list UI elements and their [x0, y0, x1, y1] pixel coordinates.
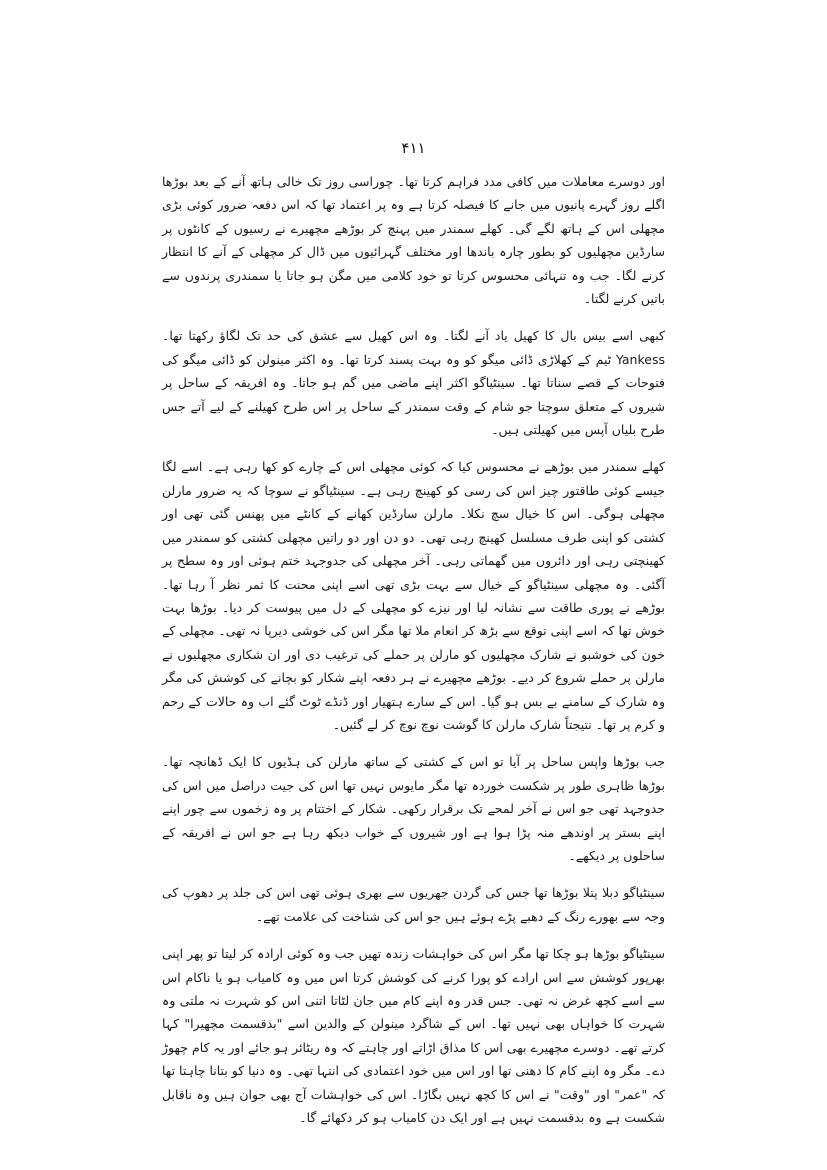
paragraph-6: سینٹیاگو بوڑھا ہو چکا تھا مگر اس کی خواہشات زندہ تھیں جب وہ کوئی ارادہ کر لیتا تو پھر اپنی بھرپور کوشش سے اس ارادے کو پورا کرنے کی کوشش کرتا اس میں وہ کامیاب ہو یا ناکام اس سے اسے کچھ غرض نہ تھی۔ جس قدر وہ اپنے کام میں جان لٹاتا اتنی اس کو شہرت نہ ملتی وہ شہرت کا خواہاں بھی نہیں تھا۔ اس کے شاگرد مینولن کے والدین اسے "بدقسمت مچھیرا" کہا کرتے تھے۔ دوسرے مچھیرے بھی اس کا مذاق اڑاتے اور چاہتے کہ وہ ریٹائر ہو جائے اور یہ کام چھوڑ دے۔ مگر وہ اپنے کام کا دھنی تھا اور اس میں خود اعتمادی کی انتہا تھی۔ وہ دنیا کو بتانا چاہتا تھا کہ "عمر" اور "وقت" نے اس کا کچھ نہیں بگاڑا۔ اس کی خواہشات آج بھی جوان ہیں وہ ناقابل شکست ہے وہ بدقسمت نہیں ہے اور ایک دن کامیاب ہو کر دکھائے گا۔	[162, 946, 665, 1126]
paragraph-4: جب بوڑھا واپس ساحل پر آیا تو اس کے کشتی کے ساتھ مارلن کی ہڈیوں کا ایک ڈھانچہ تھا۔ بوڑھا ظاہری طور پر شکست خوردہ تھا مگر مایوس نہیں تھا اس کی جیت دراصل میں اس کی جدوجہد تھی جو اس نے آخر لمحے تک برقرار رکھی۔ شکار کے اختتام پر وہ زخموں سے چور اپنے اپنے بستر پر اوندھے منہ پڑا ہوا ہے اور شیروں کے خواب دیکھ رہا ہے جو اس نے افریقہ کے ساحلوں پر دیکھے۔	[162, 754, 665, 863]
paragraph-5: سینٹیاگو دبلا پتلا بوڑھا تھا جس کی گردن جھریوں سے بھری ہوئی تھی اس کی جلد پر دھوپ کی وجہ سے بھورے رنگ کے دھبے پڑے ہوئے ہیں جو اس کی شناخت کی علامت تھے۔	[162, 885, 665, 924]
paragraph-1: اور دوسرے معاملات میں کافی مدد فراہم کرتا تھا۔ چوراسی روز تک خالی ہاتھ آنے کے بعد بوڑھا اگلے روز گہرے پانیوں میں جانے کا فیصلہ کرتا ہے وہ پر اعتماد تھا کہ اس دفعہ ضرور کوئی بڑی مچھلی اس کے ہاتھ لگے گی۔ کھلے سمندر میں پہنچ کر بوڑھے مچھیرے نے رسیوں کے کانٹوں پر سارڈین مچھلیوں کو بطور چارہ باندھا اور مختلف گہرائیوں میں ڈال کر مچھلی کے آنے کا انتظار کرنے لگا۔ جب وہ تنہائی محسوس کرتا تو خود کلامی میں مگن ہو جاتا یا سمندری پرندوں سے باتیں کرنے لگتا۔	[162, 174, 665, 307]
body-text	[162, 170, 665, 1129]
paragraph-3: کھلے سمندر میں بوڑھے نے محسوس کیا کہ کوئی مچھلی اس کے چارے کو کھا رہی ہے۔ اسے لگا جیسے کوئی طاقتور چیز اس کی رسی کو کھینچ رہی ہے۔ سینٹیاگو نے سوچا کہ یہ ضرور مارلن مچھلی ہوگی۔ اس کا خیال سچ نکلا۔ مارلن سارڈین کھانے کے کانٹے میں پھنس گئی تھی اور کشتی کو اپنی طرف مسلسل کھینچ رہی تھی۔ دو دن اور دو راتیں مچھلی کشتی کو سمندر میں کھینچتی رہی اور دائروں میں گھماتی رہی۔ آخر مچھلی کی جدوجہد ختم ہوئی اور وہ سطح پر آگئی۔ وہ مچھلی سینٹیاگو کے خیال سے بہت بڑی تھی اسے اپنی محنت کا ثمر نظر آ رہا تھا۔ بوڑھے نے پوری طاقت سے نشانہ لیا اور نیزے کو مچھلی کے دل میں پیوست کر دیا۔ بوڑھا بہت خوش تھا کہ اسے اپنی توقع سے بڑھ کر انعام ملا تھا مگر اس کی خوشی دیرپا نہ تھی۔ مچھلی کے خون کی خوشبو نے شارک مچھلیوں کو مارلن پر حملے کی ترغیب دی اور ان شکاری مچھلیوں نے مارلن پر حملے شروع کر دیے۔ بوڑھے مچھیرے نے ہر دفعہ اپنے شکار کو بچانے کی کوشش کی مگر وہ شارک کے سامنے بے بس ہو گیا۔ اس کے سارے ہتھیار اور ڈنڈے ٹوٹ گئے اب وہ حالات کے رحم و کرم پر تھا۔ نتیجتاً شارک مارلن کا گوشت نوچ نوچ کر لے گئیں۔	[162, 459, 665, 732]
page-number: ۴۱۱	[401, 139, 426, 157]
paragraph-2: کبھی اسے بیس بال کا کھیل یاد آنے لگتا۔ وہ اس کھیل سے عشق کی حد تک لگاؤ رکھتا تھا۔ Yankess ٹیم کے کھلاڑی ڈائی میگو کو وہ بہت پسند کرتا تھا۔ وہ اکثر مینولن کو ڈائی میگو کی فتوحات کے قصے سناتا تھا۔ سینٹیاگو اکثر اپنے ماضی میں گم ہو جاتا۔ وہ افریقہ کے ساحل پر شیروں کے متعلق سوچتا جو شام کے وقت سمندر کے ساحل پر اس طرح کھیلنے کے لیے آتے جس طرح بلیاں آپس میں کھیلتی ہیں۔	[162, 328, 665, 438]
